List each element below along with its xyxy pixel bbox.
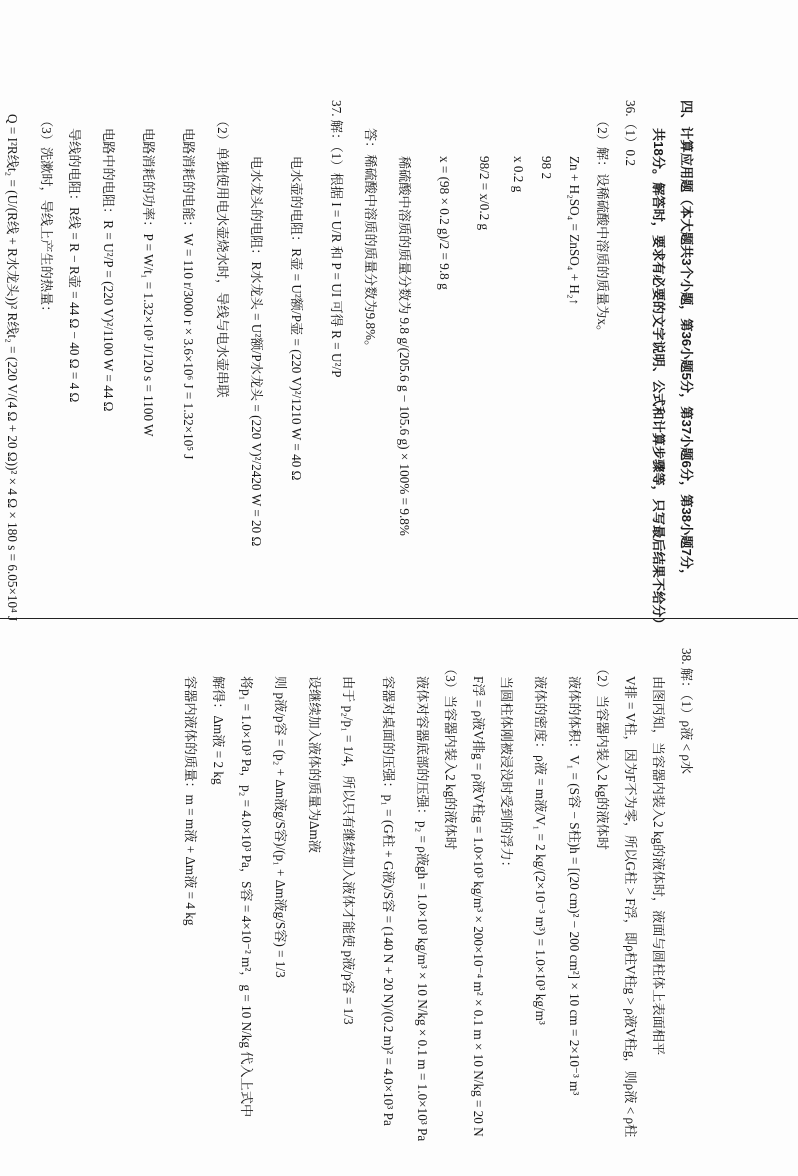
q36-coefficients: 98 2 (539, 156, 554, 180)
q37-heat: Q = I²R线t₂ = (U/(R线 + R水龙头))² R线t₂ = (220 V/(4 Ω + 20 Ω))² × 4 Ω × 180 s = 6.05×10⁴ J (5, 114, 20, 622)
q37-kettle-resistance: 电水壶的电阻：R壶 = U²额/P壶 = (220 V)²/1210 W = 40 Ω (289, 156, 304, 481)
q38-buoyancy: F浮 = ρ液V排g = ρ液V柱g = 1.0×10³ kg/m³ × 200×10⁻⁴ m² × 0.1 m × 10 N/kg = 20 N (471, 676, 486, 1137)
q36-equation: Zn + H₂SO₄ = ZnSO₄ + H₂↑ (567, 156, 582, 306)
q38-part1: 38. 解：（1）ρ液 < ρ水 (679, 648, 694, 775)
q38-reason-2: V排 = V柱，因为F不为零，所以G柱 > F浮，即ρ柱V柱g > ρ液V柱g，则ρ液 < ρ柱 (623, 676, 638, 1138)
q37-faucet-resistance: 电水龙头的电阻：R水龙头 = U²额/P水龙头 = (220 V)²/2420 W = 20 Ω (249, 156, 264, 547)
q36-solve: x = (98 × 0.2 g)/2 = 9.8 g (437, 156, 452, 290)
section-heading: 四、计算应用题（本大题共3个小题，第36小题5分，第37小题6分，第38小题7分， (679, 100, 694, 583)
section-question-38 (183, 648, 700, 1148)
q38-part2: （2）当容器内装入2 kg的液体时 (595, 662, 610, 850)
q36-ratio: 98/2 = x/0.2 g (477, 156, 492, 231)
section-questions-36-37 (5, 100, 700, 631)
q38-ratio: 由于 p₂/p₁ = 1/4，所以只有继续加入液体才能使 p液/p容 = 1/3 (341, 676, 356, 1025)
q38-reason-1: 由图丙知，当容器内装入2 kg的液体时，液面与圆柱体上表面相平 (651, 676, 666, 1056)
q38-density: 液体的密度：ρ液 = m液/V₁ = 2 kg/(2×10⁻³ m³) = 1.0×10³ kg/m³ (533, 676, 548, 1025)
q36-part1: 36.（1）0.2 (623, 100, 638, 166)
q36-mass-fraction: 稀硫酸中溶质的质量分数为 9.8 g/(205.6 g − 105.6 g) × 100% = 9.8% (397, 156, 412, 536)
q37-part3: （3）洗漱时，导线上产生的热量： (39, 114, 54, 319)
q38-equation: 则 p液/p容 = (p₂ + Δm液g/S容)/(p₁ + Δm液g/S容) = 1/3 (273, 676, 288, 978)
q36-variables: x 0.2 g (511, 156, 526, 193)
q38-volume: 液体的体积：V₁ = (S容 − S柱)h = [(20 cm)² − 200 cm²] × 10 cm = 2×10⁻³ m³ (567, 676, 582, 1096)
q36-part2-setup: （2）解：设稀硫酸中溶质的质量为x。 (595, 114, 610, 339)
q36-answer: 答：稀硫酸中溶质的质量分数为9.8%。 (363, 128, 378, 354)
q38-assume: 设继续加入液体的质量为Δm液 (307, 676, 322, 853)
q37-wire-resistance: 导线的电阻：R线 = R − R壶 = 44 Ω − 40 Ω = 4 Ω (67, 128, 82, 403)
q37-part2: （2）单独使用电水壶烧水时，导线与电水壶串联 (215, 114, 230, 398)
q38-bottom-pressure: 液体对容器底部的压强：p₂ = ρ液gh = 1.0×10³ kg/m³ × 10 N/kg × 0.1 m = 1.0×10³ Pa (415, 676, 430, 1142)
q38-substitute: 将p₁ = 1.0×10³ Pa，p₂ = 4.0×10³ Pa，S容 = 4×10⁻² m²，g = 10 N/kg 代入上式中 (239, 676, 254, 1118)
q38-part3: （3）当容器内装入2 kg的液体时 (443, 662, 458, 850)
q37-power: 电路消耗的功率：P = W/t₁ = 1.32×10⁵ J/120 s = 1100 W (141, 128, 156, 437)
q37-energy: 电路消耗的电能：W = 110 r/3000 r × 3.6×10⁶ J = 1.32×10⁵ J (181, 128, 196, 460)
section-heading-cont: 共18分。解答时，要求有必要的文字说明、公式和计算步骤等，只写最后结果不给分） (651, 128, 666, 631)
q38-table-pressure: 容器对桌面的压强：p₁ = (G柱 + G液)/S容 = (140 N + 20 N)/(0.2 m)² = 4.0×10³ Pa (381, 676, 396, 1126)
q37-circuit-resistance: 电路中的电阻：R = U²/P = (220 V)²/1100 W = 44 Ω (101, 128, 116, 412)
page-divider (0, 618, 798, 619)
q38-solution: 解得：Δm液 = 2 kg (211, 676, 226, 785)
q38-final-mass: 容器内液体的质量：m = m液 + Δm液 = 4 kg (183, 676, 198, 926)
q38-buoyancy-label: 当圆柱体刚被浸没时受到的浮力： (499, 676, 514, 874)
q37-part1: 37. 解：（1）根据 I = U/R 和 P = UI 可得 R = U²/P (329, 100, 344, 378)
